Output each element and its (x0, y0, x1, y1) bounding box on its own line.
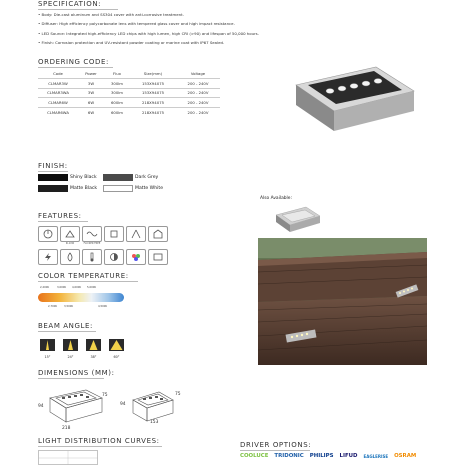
feature-caption: IK-10W (65, 242, 75, 245)
spec-bullet: • Finish: Corrosion protection and UV-resistant powder coating or marine coat with IP67 Sealed. (38, 40, 225, 46)
cct-tick: 4,000K (72, 286, 82, 289)
cell: 300lm (104, 79, 130, 89)
spec-bullet: • Diffuser: High efficiency polycarbonate lens with tempered glass cover and high impact resistance. (38, 21, 235, 27)
chip-icon (104, 226, 124, 242)
beam-angle-rule (38, 331, 96, 332)
cell: 200 - 240V (176, 79, 220, 89)
spec-bullet: • LED Source: Integrated high-efficiency LED chips with high lumen, high CRI (>90) and lifespan of 50,000 hours. (38, 30, 259, 36)
table-row (38, 107, 220, 116)
cell: CLMAR6W (38, 98, 78, 108)
feature-caption: FLICKER FREE (83, 242, 101, 245)
temperature-icon (82, 249, 102, 265)
cell: 153X94X75 (130, 79, 176, 89)
beam-label: 60° (113, 355, 120, 359)
dim-large-length: 218 (62, 426, 71, 431)
dim-large-depth: 75 (102, 393, 108, 398)
beam-label: 38° (90, 355, 97, 359)
beam-60 (109, 336, 124, 359)
cell: 218X94X75 (130, 107, 176, 116)
brand-eaglerise-logo: EAGLERISE (363, 453, 389, 459)
cell: 6W (78, 98, 104, 108)
dimensions-rule (38, 378, 104, 379)
features-title: FEATURES: (38, 212, 82, 220)
cct-tick: 4,500K (98, 305, 108, 308)
cell: 200 - 240V (176, 88, 220, 98)
dim-large-height: 94 (38, 404, 44, 409)
color-temperature-bar (38, 293, 124, 302)
feature-item (104, 249, 124, 265)
color-temperature-rule (38, 281, 138, 282)
beam-15 (40, 336, 55, 359)
specification-list (38, 10, 259, 48)
warranty-icon (148, 226, 168, 242)
cct-tick: 5,000K (87, 286, 97, 289)
cell: 218X94X75 (130, 98, 176, 108)
brand-philips-logo: PHILIPS (309, 453, 334, 459)
alternate-product-image (274, 205, 322, 233)
beam-angle-title: BEAM ANGLE: (38, 322, 94, 330)
also-available-label: Also Available: (260, 196, 292, 201)
swatch-dark-grey (103, 174, 133, 181)
dim-small-height: 94 (120, 402, 126, 407)
light-distribution-rule (38, 446, 162, 447)
col-voltage: Voltage (190, 70, 206, 76)
feature-item (60, 226, 80, 245)
cell: 153X94X75 (130, 88, 176, 98)
feature-item (60, 249, 80, 265)
ordering-header-row (38, 68, 220, 79)
ik10-icon (60, 226, 80, 242)
surge-icon (38, 249, 58, 265)
adjustable-icon (38, 226, 58, 242)
cell: 600lm (104, 107, 130, 116)
swatch-shiny-black (38, 174, 68, 181)
table-row (38, 79, 220, 89)
finish-label: Matte Black (70, 186, 98, 191)
driver-brand-row (240, 453, 416, 459)
beam-label: 24° (67, 355, 74, 359)
brand-lifud-logo: LIFUD (339, 453, 358, 459)
cct-tick: 2,700K (48, 305, 58, 308)
specification-title: SPECIFICATION: (38, 0, 102, 8)
cell: CLMAR6WA (38, 107, 78, 116)
beam-label: 15° (44, 355, 51, 359)
beam-60-icon (109, 339, 124, 351)
finish-label: Dark Grey (135, 175, 159, 180)
brand-tridonic-logo: TRIDONIC (274, 453, 304, 459)
feature-item (148, 226, 168, 245)
beam-24-icon (63, 339, 78, 351)
waterproof-icon (60, 249, 80, 265)
features-grid (38, 226, 168, 265)
beam-38 (86, 336, 101, 359)
feature-item (126, 249, 146, 265)
feature-item (38, 249, 58, 265)
brand-cooluce-logo: COOLUCE (240, 453, 269, 459)
feature-item (82, 249, 102, 265)
product-render-image (286, 65, 416, 135)
cell: 6W (78, 107, 104, 116)
finish-label: Matte White (135, 186, 164, 191)
cell: CLMAR3W (38, 79, 78, 89)
brand-osram-logo: OSRAM (394, 453, 417, 459)
table-row (38, 88, 220, 98)
beam-15-icon (40, 339, 55, 351)
cell: 300lm (104, 88, 130, 98)
table-row (38, 98, 220, 108)
feature-item (38, 226, 58, 245)
feature-item (126, 226, 146, 245)
cct-tick: 3,000K (57, 286, 67, 289)
color-temperature-title: COLOR TEMPERATURE: (38, 272, 129, 280)
dimension-drawing-small (131, 390, 175, 424)
feature-item (82, 226, 102, 245)
features-rule (38, 221, 88, 222)
cell: 3W (78, 79, 104, 89)
cell: 200 - 240V (176, 107, 220, 116)
finish-label: Shiny Black (70, 175, 97, 180)
beam-icon (126, 226, 146, 242)
cct-tick: 3,500K (64, 305, 74, 308)
cell: 600lm (104, 98, 130, 108)
cell: CLMAR3WA (38, 88, 78, 98)
col-flux: Flux (113, 70, 121, 76)
dimensions-title: DIMENSIONS (MM): (38, 369, 115, 377)
col-power: Power (85, 70, 97, 76)
installation-photo (258, 238, 427, 365)
spec-bullet: • Body: Die-cast aluminum and SS304 cover with anti-corrosive treatment. (38, 12, 184, 17)
beam-38-icon (86, 339, 101, 351)
driver-options-title: DRIVER OPTIONS: (240, 441, 312, 449)
cct-tick: 2,200K (40, 286, 50, 289)
col-size: Size(mm) (143, 70, 163, 76)
dim-small-length: 153 (150, 420, 159, 425)
ordering-table (38, 68, 220, 116)
feature-item (104, 226, 124, 245)
dimension-drawing-large (48, 388, 104, 426)
certification-icon (148, 249, 168, 265)
cell: 3W (78, 88, 104, 98)
swatch-matte-black (38, 185, 68, 192)
cri-icon (126, 249, 146, 265)
ordering-title: ORDERING CODE: (38, 58, 109, 66)
finish-title: FINISH: (38, 162, 68, 170)
feature-item (148, 249, 168, 265)
dimmable-icon (104, 249, 124, 265)
flicker-free-icon (82, 226, 102, 242)
finish-rule (38, 171, 68, 172)
driver-options-rule (240, 450, 310, 451)
cell: 200 - 240V (176, 98, 220, 108)
dim-small-depth: 75 (175, 392, 181, 397)
swatch-matte-white (103, 185, 133, 192)
col-code: Code (53, 70, 63, 76)
light-distribution-title: LIGHT DISTRIBUTION CURVES: (38, 437, 160, 445)
light-distribution-curve (38, 450, 98, 465)
beam-24 (63, 336, 78, 359)
